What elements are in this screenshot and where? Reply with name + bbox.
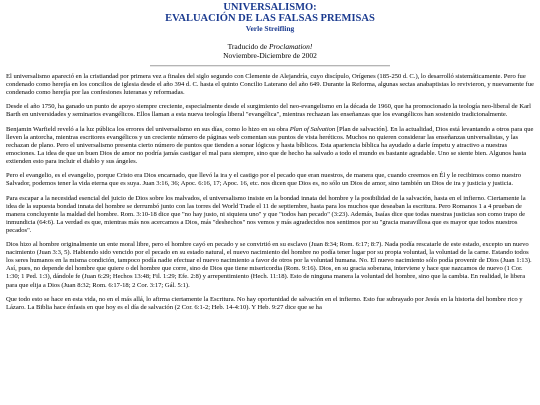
paragraph-2: Desde el año 1750, ha ganado un punto de apoyo siempre creciente, especialmente desde el surgimiento del neo-evangelismo en la década de 1960, que ha promocionado la teología neo-liberal de Karl Barth en universidades y seminarios evangélicos. Ellos llaman a esta nueva teología liberal "evangélica", mientras rechazan las enseñanzas que los evangélicos han sostenido tradicionalmente.	[6, 103, 531, 119]
paragraph-6: Dios hizo al hombre originalmente un ente moral libre, pero el hombre cayó en pecado y se convirtió en su esclavo (Juan 8:34; Rom. 6:17; 8:7). Nada podía rescatarle de este estado, excepto un nuevo nacimiento (Juan 3:3, 5). Habiendo sido vencido por el pecado en su estado natural, el nuevo nacimiento del hombre no podía tener lugar por su propia voluntad, la voluntad de la carne. Estando todos los seres humanos en la misma condición, tampoco podía nadie efectuar el nuevo nacimiento a favor de otros por la voluntad humana. No. El nuevo nacimiento sólo podía provenir de Dios (Juan 1:13). Así, pues, no depende del hombre que quiere o del hombre que corre, sino de Dios que tiene misericordia (Rom. 9:16). Dios, en su gracia soberana, interviene y hace que nazcamos de nuevo (1 Cor. 1:30; 1 Ped. 1:3), dándole fe (Juan 6:29; Hechos 13:48; Fil. 1:29; Efe. 2:8) y arrepentimiento (Hech. 11:18). Esto de ninguna manera la voluntad del hombre, sino que la cambia. En realidad, le libera para que elija a Dios (Juan 8:32; Rom. 6:17-18; 2 Cor. 3:17; Gál. 5:1).	[6, 241, 532, 289]
paragraph-4: Pero el evangelio, es el evangelio, porque Cristo era Dios encarnado, que llevó la ira y el castigo por el pecado que eran nuestros, de manera que, cuando creemos en Él y le recibimos como nuestro Salvador, podemos tener la vida eterna que es suya. Juan 3:16, 36; Apoc. 6:16, 17; Apoc. 16, etc. nos dicen que Dios es, no sólo un Dios de amor, sino también un Dios de ira y justicia y justicia.	[6, 172, 521, 188]
translation-credits	[6, 42, 534, 60]
paragraph-1: El universalismo apareció en la cristiandad por primera vez a finales del siglo segundo con Clemente de Alejandría, cuyo discípulo, Orígenes (185-250 d. C.), lo desarrolló sistemáticamente. Pero fue condenado como herejía en los concilios de iglesia desde el año 394 d. C. hasta el quinto Concilio Laterano del año 649. Durante la Reforma, algunas sectas anabaptistas lo revivieron, y nuevamente fue condenado como herejía por las confesiones luteranas y reformadas.	[6, 73, 534, 97]
document-title: UNIVERSALISMO:	[223, 2, 317, 13]
paragraph-5: Para escapar a la necesidad esencial del juicio de Dios sobre los malvados, el universalismo insiste en la bondad innata del hombre y la posibilidad de la salvación, hasta en el infierno. Ciertamente la idea de la supuesta bondad innata del hombre se derrumbó junto con las torres del World Trade el 11 de septiembre, hasta para los muchos que deseaban la escritura. Pero Romanos 1 a 4 prueban de manera concluyente la maldad del hombre. Rom. 3:10-18 dice que "no hay justo, ni siquiera uno" y que "todos han pecado" (3:23). Además, Isaías dice que todas nuestras justicias son como trapo de inmundicia (64:6). La verdad es que, mientras más nos acercamos a Dios, más "deshechos" nos vemos y más agradecidos nos sentimos por su "gracia maravillosa que es mayor que todos nuestros pecados".	[6, 194, 526, 234]
book-title: Plan of Salvation	[289, 125, 336, 133]
translated-prefix: Traducido de	[227, 42, 269, 51]
publication-date: Noviembre-Diciembre de 2002	[223, 51, 317, 60]
document-author: Verle Streifling	[245, 24, 295, 33]
paragraph-3-start: Benjamin Warfield reveló a la luz pública los errores del universalismo en sus días, como lo hizo en su obra	[6, 125, 290, 133]
document-header	[6, 2, 534, 33]
translation-line	[6, 42, 534, 51]
paragraph-3-end: [Plan de salvación]. En la actualidad, Dios está levantando a otros para que lleven la antorcha, mientras escritores evangélicos y un creciente número de páginas web comentan sus puntos de vista heréticos. Muchos no quieren considerar las enseñanzas universalistas, y las rechazan de plano. Pero el universalismo presenta cierto número de puntos que tienden a sonar lógicos y hasta bíblicos. Esta apariencia bíblica ha ayudado a darle ímpetu y atractivo a nuestras emociones. La idea de que un buen Dios de amor no podría jamás castigar el mal para siempre, sino que de hecho ha salvado a todo el mundo es bastante agradable. Uno se siente bien. Algunos hasta extienden esto para incluir el diablo y sus ángeles.	[6, 125, 534, 166]
paragraph-7: Que todo esto se hace en esta vida, no en el más allá, lo afirma ciertamente la Escritura. No hay oportunidad de salvación en el infierno. Esto fue subrayado por Jesús en la historia del hombre rico y Lázaro. La Biblia hace énfasis en que hoy es el día de salvación (2 Cor. 6:1-2; Heb. 14-4:10). Y Heb. 9:27 dice que se ha	[6, 295, 523, 311]
document-subtitle: EVALUACIÓN DE LAS FALSAS PREMISAS	[165, 13, 375, 24]
source-title: Proclamation!	[268, 42, 313, 51]
paragraph-3	[6, 126, 534, 166]
header-divider	[150, 65, 390, 67]
